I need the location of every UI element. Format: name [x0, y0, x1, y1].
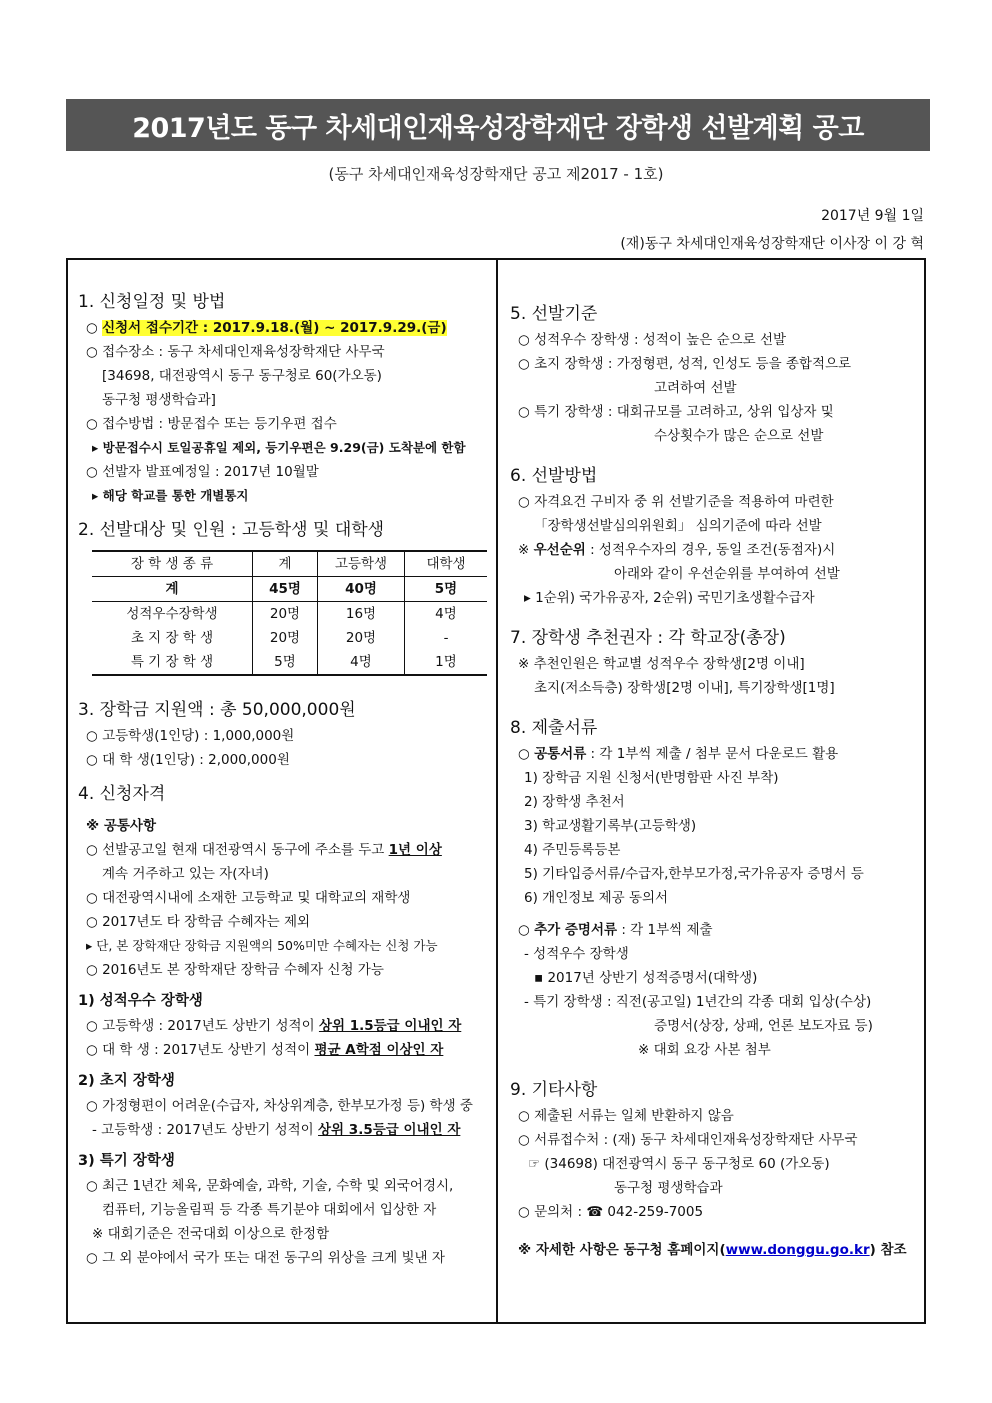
table-cell: 특 기 장 학 생: [92, 650, 253, 675]
s4-common-2: ○ 대전광역시내에 소재한 고등학교 및 대학교의 재학생: [86, 890, 411, 906]
s6-line-3: ※ 우선순위 : 성적우수자의 경우, 동일 조건(동점자)시: [518, 542, 836, 558]
table-row-total: [92, 577, 487, 602]
talent-line-1: ○ 최근 1년간 체육, 문화예술, 과학, 기술, 수학 및 외국어경시,: [86, 1178, 454, 1194]
table-header: 대학생: [405, 551, 488, 577]
s9-contact: ○ 문의처 : ☎ 042-259-7005: [518, 1204, 704, 1220]
s1-line-2: ○ 접수장소 : 동구 차세대인재육성장학재단 사무국: [86, 344, 385, 360]
table-cell: 5명: [405, 577, 488, 602]
merit-high-school: ○ 고등학생 : 2017년도 상반기 성적이 상위 1.5등급 이내인 자: [86, 1018, 462, 1034]
s1-line-8: ▸ 해당 학교를 통한 개별통지: [92, 488, 249, 503]
sub-talent-title: 3) 특기 장학생: [78, 1153, 175, 1169]
s8-common-docs: ○ 공통서류 : 각 1부씩 제출 / 첨부 문서 다운로드 활용: [518, 746, 839, 762]
column-divider: [496, 258, 498, 1324]
s4-common-1: ○ 선발공고일 현재 대전광역시 동구에 주소를 두고 1년 이상: [86, 842, 442, 858]
table-cell: 5명: [253, 650, 318, 675]
s5-line-1: ○ 성적우수 장학생 : 성적이 높은 순으로 선발: [518, 332, 787, 348]
s7-line-1: ※ 추천인원은 학교별 성적우수 장학생[2명 이내]: [518, 656, 805, 672]
talent-line-3: ※ 대회기준은 전국대회 이상으로 한정함: [92, 1226, 330, 1242]
table-header: 장 학 생 종 류: [92, 551, 253, 577]
table-cell: 20명: [318, 626, 405, 650]
s8-add-line-3: ▪ 2017년 상반기 성적증명서(대학생): [534, 970, 758, 986]
table-cell: 성적우수장학생: [126, 606, 218, 622]
left-column: [78, 288, 494, 1270]
s6-line-2: 「장학생선발심의위원회」 심의기준에 따라 선발: [534, 518, 822, 534]
homepage-link[interactable]: www.donggu.go.kr: [725, 1242, 870, 1258]
table-header: 고등학생: [318, 551, 405, 577]
section-3-title: 3. 장학금 지원액 : 총 50,000,000원: [78, 700, 356, 720]
table-row: [92, 602, 487, 627]
table-cell: -: [405, 626, 488, 650]
notice-issuer: (재)동구 차세대인재육성장학재단 이사장 이 강 혁: [620, 236, 924, 252]
s7-line-2: 초지(저소득층) 장학생[2명 이내], 특기장학생[1명]: [534, 680, 835, 696]
s1-line-1: ○ 신청서 접수기간 : 2017.9.18.(월) ~ 2017.9.29.(금): [86, 320, 447, 336]
section-2-title: 2. 선발대상 및 인원 : 고등학생 및 대학생: [78, 520, 385, 540]
s6-line-5: ▸ 1순위) 국가유공자, 2순위) 국민기초생활수급자: [524, 590, 815, 606]
s1-line-4: 동구청 평생학습과]: [102, 392, 216, 408]
section-1-title: 1. 신청일정 및 방법: [78, 292, 226, 312]
list-item: 6) 개인정보 제공 동의서: [524, 890, 669, 906]
table-cell: 4명: [405, 602, 488, 627]
s4-common-4: ▸ 단, 본 장학재단 장학금 지원액의 50%미만 수혜자는 신청 가능: [86, 938, 438, 953]
s4-common-1b: 계속 거주하고 있는 자(자녀): [102, 866, 269, 882]
talent-line-4: ○ 그 외 분야에서 국가 또는 대전 동구의 위상을 크게 빛낸 자: [86, 1250, 445, 1266]
table-cell: 초 지 장 학 생: [130, 630, 214, 646]
s1-line-3: [34698, 대전광역시 동구 동구청로 60(가오동): [102, 368, 382, 384]
list-item: 3) 학교생활기록부(고등학생): [524, 818, 697, 834]
s6-line-4: 아래와 같이 우선순위를 부여하여 선발: [614, 566, 840, 582]
merit-university: ○ 대 학 생 : 2017년도 상반기 성적이 평균 A학점 이상인 자: [86, 1042, 444, 1058]
need-line-2: - 고등학생 : 2017년도 상반기 성적이 상위 3.5등급 이내인 자: [92, 1122, 461, 1138]
table-cell: 20명: [253, 626, 318, 650]
s8-add-line-4: - 특기 장학생 : 직전(공고일) 1년간의 각종 대회 입상(수상): [524, 994, 872, 1010]
s5-line-5: 수상횟수가 많은 순으로 선발: [654, 428, 824, 444]
table-cell: 4명: [318, 650, 405, 675]
s8-add-line-2: - 성적우수 장학생: [524, 946, 629, 962]
s9-line-3: ☞ (34698) 대전광역시 동구 동구청로 60 (가오동): [528, 1156, 830, 1172]
notice-title: 2017년도 동구 차세대인재육성장학재단 장학생 선발계획 공고: [66, 99, 930, 151]
s1-line-5: ○ 접수방법 : 방문접수 또는 등기우편 접수: [86, 416, 337, 432]
table-cell: 계: [92, 577, 253, 602]
s6-line-1: ○ 자격요건 구비자 중 위 선발기준을 적용하여 마련한: [518, 494, 834, 510]
notice-date: 2017년 9월 1일: [821, 208, 924, 224]
section-9-title: 9. 기타사항: [510, 1080, 598, 1100]
sub-merit-title: 1) 성적우수 장학생: [78, 993, 203, 1009]
section-8-title: 8. 제출서류: [510, 718, 598, 738]
s8-add-line-5: 증명서(상장, 상패, 언론 보도자료 등): [654, 1018, 873, 1034]
list-item: 1) 장학금 지원 신청서(반명함판 사진 부착): [524, 770, 779, 786]
s3-line-2: ○ 대 학 생(1인당) : 2,000,000원: [86, 752, 290, 768]
s1-line-7: ○ 선발자 발표예정일 : 2017년 10월말: [86, 464, 319, 480]
table-cell: 1명: [405, 650, 488, 675]
table-cell: 40명: [318, 577, 405, 602]
sub-need-title: 2) 초지 장학생: [78, 1073, 175, 1089]
common-requirements: ※ 공통사항: [86, 818, 156, 834]
s8-add-line-6: ※ 대회 요강 사본 첨부: [638, 1042, 771, 1058]
table-row: [92, 626, 487, 650]
right-column: [510, 300, 924, 1262]
s4-common-5: ○ 2016년도 본 장학재단 장학금 수혜자 신청 가능: [86, 962, 384, 978]
section-7-title: 7. 장학생 추천권자 : 각 학교장(총장): [510, 628, 786, 648]
section-6-title: 6. 선발방법: [510, 466, 598, 486]
scholarship-table: [92, 550, 487, 676]
table-cell: 45명: [253, 577, 318, 602]
s5-line-4: ○ 특기 장학생 : 대회규모를 고려하고, 상위 입상자 및: [518, 404, 834, 420]
homepage-note: ※ 자세한 사항은 동구청 홈페이지(www.donggu.go.kr) 참조: [518, 1242, 907, 1258]
s4-common-3: ○ 2017년도 타 장학금 수혜자는 제외: [86, 914, 311, 930]
talent-line-2: 컴퓨터, 기능올림픽 등 각종 특기분야 대회에서 입상한 자: [102, 1202, 437, 1218]
application-period: 신청서 접수기간 : 2017.9.18.(월) ~ 2017.9.29.(금): [102, 320, 447, 336]
table-row: [92, 650, 487, 675]
section-4-title: 4. 신청자격: [78, 784, 166, 804]
s1-line-6: ▸ 방문접수시 토일공휴일 제외, 등기우편은 9.29(금) 도착분에 한함: [92, 440, 466, 455]
list-item: 4) 주민등록등본: [524, 842, 621, 858]
list-item: 5) 기타입증서류/수급자,한부모가정,국가유공자 증명서 등: [524, 866, 864, 882]
s3-line-1: ○ 고등학생(1인당) : 1,000,000원: [86, 728, 295, 744]
s5-line-3: 고려하여 선발: [654, 380, 737, 396]
s8-additional-docs: ○ 추가 증명서류 : 각 1부씩 제출: [518, 922, 713, 938]
s9-line-4: 동구청 평생학습과: [614, 1180, 723, 1196]
need-line-1: ○ 가정형편이 어려운(수급자, 차상위계층, 한부모가정 등) 학생 중: [86, 1098, 473, 1114]
list-item: 2) 장학생 추천서: [524, 794, 625, 810]
table-cell: 16명: [318, 602, 405, 627]
s9-line-2: ○ 서류접수처 : (재) 동구 차세대인재육성장학재단 사무국: [518, 1132, 858, 1148]
notice-number: (동구 차세대인재육성장학재단 공고 제2017 - 1호): [328, 165, 664, 183]
s5-line-2: ○ 초지 장학생 : 가정형편, 성적, 인성도 등을 종합적으로: [518, 356, 852, 372]
s9-line-1: ○ 제출된 서류는 일체 반환하지 않음: [518, 1108, 734, 1124]
table-header: 계: [253, 551, 318, 577]
section-5-title: 5. 선발기준: [510, 304, 598, 324]
table-cell: 20명: [253, 602, 318, 627]
